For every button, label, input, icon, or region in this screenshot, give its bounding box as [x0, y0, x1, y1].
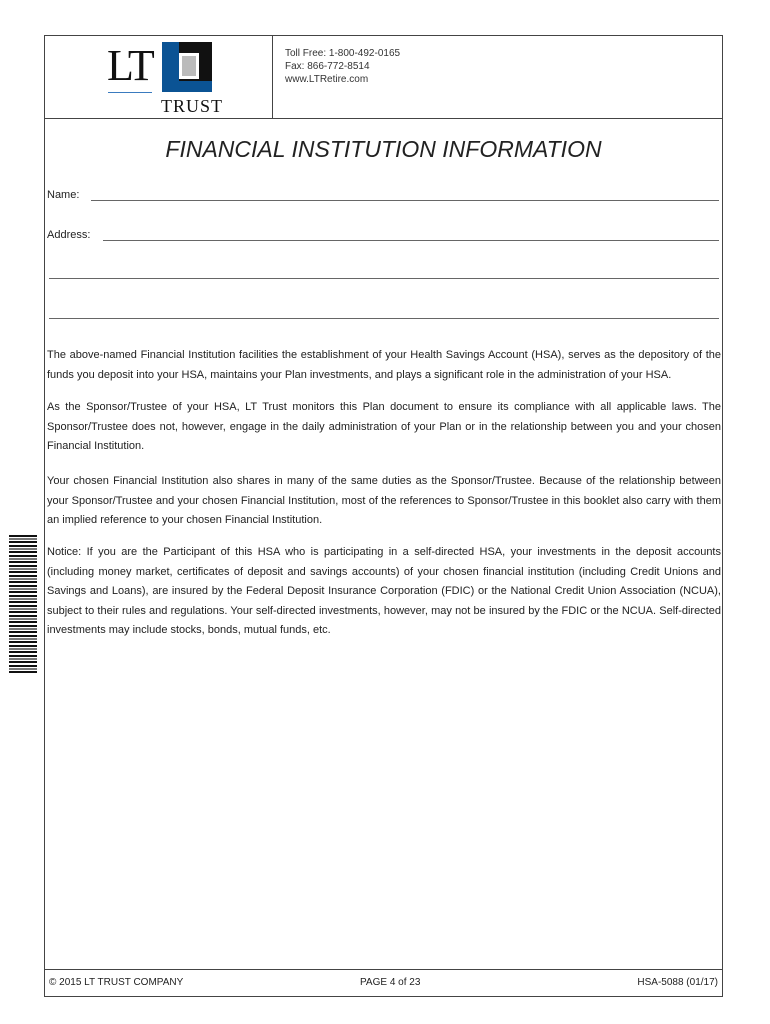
form-number: HSA-5088 (01/17): [637, 977, 718, 988]
paragraph-2: As the Sponsor/Trustee of your HSA, LT Trust monitors this Plan document to ensure its compliance with all applicable laws. The Sponsor/Trustee does not, however, engage in the daily administration of your Plan or in the relationship between you and your chosen Financial Institution.: [47, 401, 721, 452]
paragraph-3: Your chosen Financial Institution also shares in many of the same duties as the Sponsor/Trustee. Because of the relationship between your Sponsor/Trustee and your chosen Financial Institution, most of the references to Sponsor/Trustee in this booklet also carry with them an implied reference to your chosen Financial Institution.: [47, 475, 721, 526]
address-field-line-1[interactable]: [103, 240, 719, 241]
address-label: Address:: [47, 229, 91, 241]
barcode: [9, 535, 37, 675]
page-title: FINANCIAL INSTITUTION INFORMATION: [165, 136, 602, 162]
fax: Fax: 866-772-8514: [285, 61, 370, 72]
address-field-line-2[interactable]: [49, 278, 719, 279]
address-field-line-3[interactable]: [49, 318, 719, 319]
lt-trust-logo: LT TRUST: [45, 36, 273, 118]
name-field[interactable]: [91, 200, 719, 201]
contact-info: [285, 47, 400, 86]
copyright: © 2015 LT TRUST COMPANY: [49, 977, 184, 988]
header: [45, 36, 722, 119]
toll-free: Toll Free: 1-800-492-0165: [285, 48, 401, 59]
page-number: PAGE 4 of 23: [360, 977, 421, 988]
paragraph-1: The above-named Financial Institution facilities the establishment of your Health Savings Account (HSA), serves as the depository of the funds you deposit into your HSA, maintains your Plan investments, and plays a significant role in the administration of your HSA.: [47, 349, 721, 381]
page-frame: [44, 35, 723, 997]
footer: [45, 969, 722, 996]
notice-paragraph: Notice: If you are the Participant of this HSA who is participating in a self-directed HSA, your investments in the deposit accounts (including money market, certificates of deposit and savings accounts) of your chosen financial institution (including Credit Unions and Savings and Loans), are insured by the Federal Deposit Insurance Corporation (FDIC) or the National Credit Union Association (NCUA), subject to their rules and regulations. Your self-directed investments, however, may not be insured by the FDIC or the NCUA. Self-directed investments may include stocks, bonds, mutual funds, etc.: [47, 546, 721, 636]
name-label: Name:: [47, 189, 80, 201]
website-link[interactable]: www.LTRetire.com: [285, 74, 369, 85]
